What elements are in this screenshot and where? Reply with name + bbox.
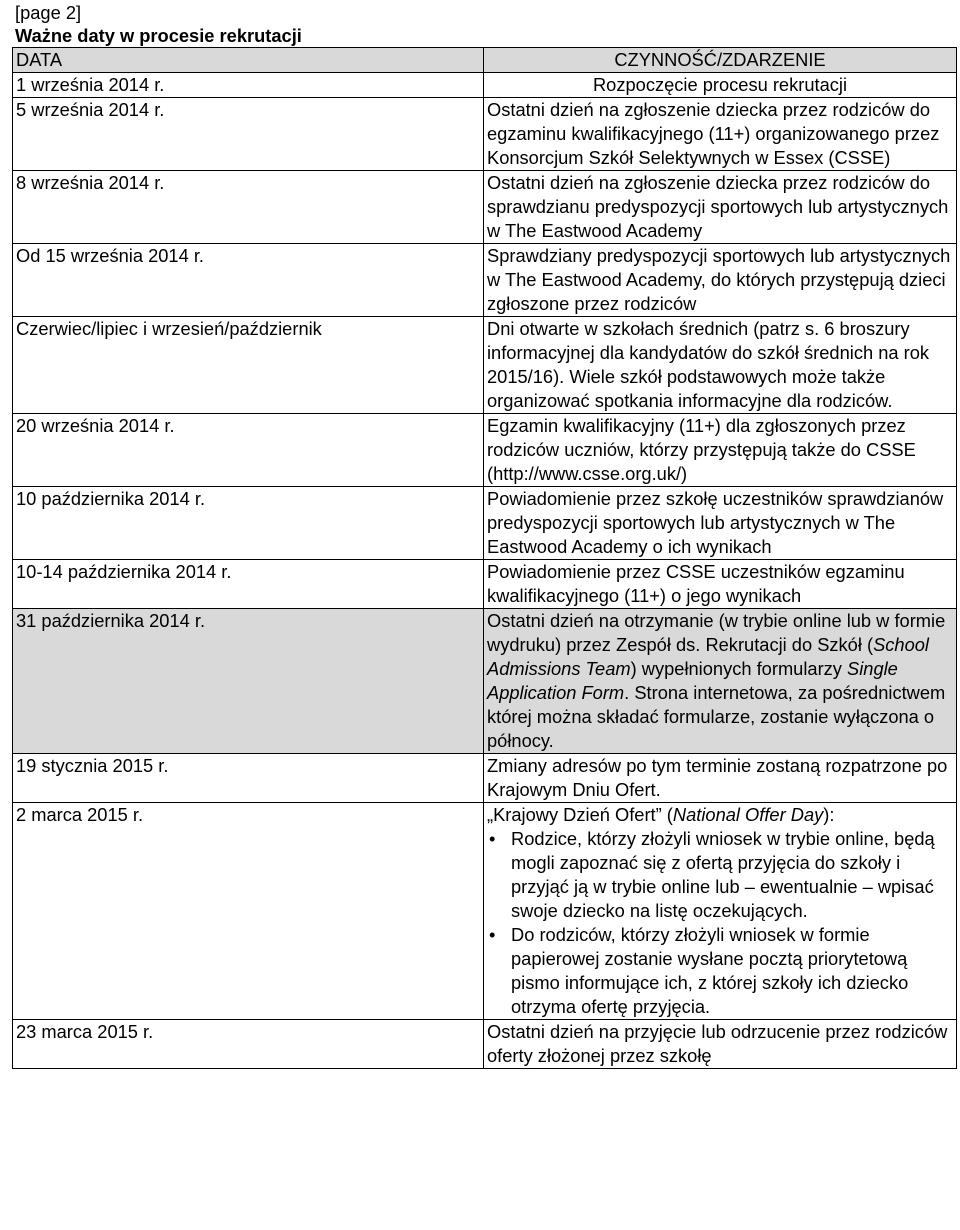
table-row xyxy=(13,754,957,803)
bullet-icon: • xyxy=(489,924,496,945)
row-activity xyxy=(484,609,957,754)
table-row xyxy=(13,73,957,98)
row-date: 10 października 2014 r. xyxy=(13,487,484,560)
header-date: DATA xyxy=(13,48,484,73)
list-item: • Do rodziców, którzy złożyli wniosek w formie papierowej zostanie wysłane pocztą priorytetową pismo informujące ich, z której szkoły ich dziecko otrzyma ofertę przyjęcia. xyxy=(489,924,909,1017)
row-date: Od 15 września 2014 r. xyxy=(13,244,484,317)
row-activity xyxy=(484,803,957,1020)
activity-text: . Strona internetowa, za pośrednictwem której można składać formularze, zostanie wyłączona o północy. xyxy=(487,682,946,751)
table-row xyxy=(13,244,957,317)
table-row xyxy=(13,487,957,560)
row-date: 2 marca 2015 r. xyxy=(13,803,484,1020)
table-row xyxy=(13,98,957,171)
row-activity: Zmiany adresów po tym terminie zostaną rozpatrzone po Krajowym Dniu Ofert. xyxy=(484,754,957,803)
row-date: 5 września 2014 r. xyxy=(13,98,484,171)
activity-intro: „Krajowy Dzień Ofert” (National Offer Day): xyxy=(487,804,835,825)
table-header-row xyxy=(13,48,957,73)
row-activity: Powiadomienie przez szkołę uczestników sprawdzianów predyspozycji sportowych lub artystycznych w The Eastwood Academy o ich wynikach xyxy=(484,487,957,560)
table-row xyxy=(13,414,957,487)
bullet-list xyxy=(487,827,953,1019)
row-date: 23 marca 2015 r. xyxy=(13,1020,484,1069)
list-item: • Rodzice, którzy złożyli wniosek w trybie online, będą mogli zapoznać się z ofertą przyjęcia do szkoły i przyjąć ją w trybie online lub – ewentualnie – wpisać swoje dziecko na listę oczekujących. xyxy=(489,828,935,921)
table-row xyxy=(13,317,957,414)
table-row xyxy=(13,1020,957,1069)
row-date: 10-14 października 2014 r. xyxy=(13,560,484,609)
row-activity: Powiadomienie przez CSSE uczestników egzaminu kwalifikacyjnego (11+) o jego wynikach xyxy=(484,560,957,609)
activity-text-italic: Single Application Form xyxy=(487,658,898,703)
row-activity: Rozpoczęcie procesu rekrutacji xyxy=(484,73,957,98)
row-activity: Sprawdziany predyspozycji sportowych lub artystycznych w The Eastwood Academy, do których przystępują dzieci zgłoszone przez rodziców xyxy=(484,244,957,317)
table-row-highlighted xyxy=(13,609,957,754)
activity-text: Ostatni dzień na otrzymanie (w trybie online lub w formie wydruku) przez Zespół ds. Rekrutacji do Szkół ( xyxy=(487,610,946,655)
header-activity: CZYNNOŚĆ/ZDARZENIE xyxy=(484,48,957,73)
row-activity: Ostatni dzień na zgłoszenie dziecka przez rodziców do egzaminu kwalifikacyjnego (11+) organizowanego przez Konsorcjum Szkół Selektywnych w Essex (CSSE) xyxy=(484,98,957,171)
row-activity: Ostatni dzień na przyjęcie lub odrzucenie przez rodziców oferty złożonej przez szkołę xyxy=(484,1020,957,1069)
dates-table xyxy=(12,47,957,1069)
page-title: Ważne daty w procesie rekrutacji xyxy=(15,25,302,46)
bullet-icon: • xyxy=(489,828,496,849)
activity-text-italic: School Admissions Team xyxy=(487,634,929,679)
row-activity: Egzamin kwalifikacyjny (11+) dla zgłoszonych przez rodziców uczniów, którzy przystępują także do CSSE (http://www.csse.org.uk/) xyxy=(484,414,957,487)
row-activity: Ostatni dzień na zgłoszenie dziecka przez rodziców do sprawdzianu predyspozycji sportowych lub artystycznych w The Eastwood Academy xyxy=(484,171,957,244)
row-date: 8 września 2014 r. xyxy=(13,171,484,244)
activity-text: ) wypełnionych formularzy xyxy=(630,658,848,679)
row-date: Czerwiec/lipiec i wrzesień/październik xyxy=(13,317,484,414)
page-label: [page 2] xyxy=(15,2,82,23)
row-date: 31 października 2014 r. xyxy=(13,609,484,754)
table-row xyxy=(13,803,957,1020)
row-date: 19 stycznia 2015 r. xyxy=(13,754,484,803)
row-activity: Dni otwarte w szkołach średnich (patrz s. 6 broszury informacyjnej dla kandydatów do szkół średnich na rok 2015/16). Wiele szkół podstawowych może także organizować spotkania informacyjne dla rodziców. xyxy=(484,317,957,414)
table-row xyxy=(13,171,957,244)
table-row xyxy=(13,560,957,609)
row-date: 20 września 2014 r. xyxy=(13,414,484,487)
row-date: 1 września 2014 r. xyxy=(13,73,484,98)
